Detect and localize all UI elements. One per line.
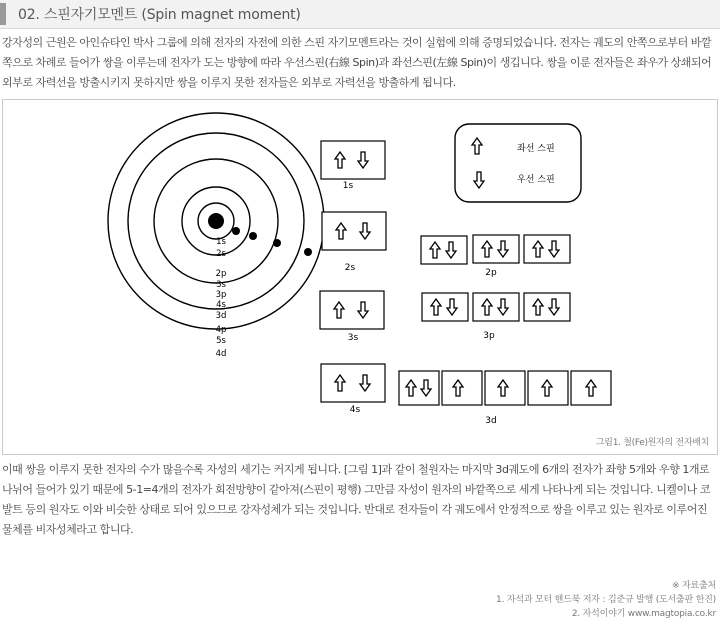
- orbital-label: 4s: [349, 405, 361, 415]
- orbital-3s: [320, 291, 384, 343]
- orbital-label: 2p: [485, 268, 497, 278]
- shell-label: 1s: [216, 237, 226, 247]
- orbital-2p: [421, 235, 570, 278]
- shell-label: 4p: [215, 325, 227, 335]
- spin-legend: [455, 124, 581, 202]
- orbital-label: 2s: [344, 263, 356, 273]
- source-credits: [496, 579, 716, 621]
- figure-caption: 그림1. 철(Fe)원자의 전자배치: [595, 438, 709, 448]
- orbital-4s: [321, 364, 385, 415]
- electrons: [232, 227, 312, 256]
- sources-heading: ※ 자료출처: [672, 581, 716, 591]
- orbital-2s: [322, 212, 386, 273]
- shell-label: 2s: [216, 249, 226, 259]
- orbital-3d: [399, 371, 611, 426]
- figure-iron-electron-configuration: [2, 99, 718, 455]
- intro-paragraph: 강자성의 근원은 아인슈타인 박사 그룹에 의해 전자의 자전에 의한 스핀 자기모멘트라는 것이 실험에 의해 증명되었습니다. 전자는 궤도의 안쪽으로부터 바깥쪽으로 차례로 들어가 쌍을 이루는데 전자가 도는 방향에 따라 우선스핀(右線 Spin)과 좌선스핀(左線 Spin)이 생깁니다. 쌍을 이룬 전자들은 좌우가 상쇄되어 외부로 자력선을 방출시키지 못하지만 쌍을 이루지 못한 전자들은 외부로 자력선을 방출하게 됩니다.: [2, 36, 712, 89]
- electron-diagram: [3, 100, 717, 454]
- section-title: 02. 스핀자기모멘트 (Spin magnet moment): [18, 7, 301, 23]
- body-paragraph: 이때 쌍을 이루지 못한 전자의 수가 많을수록 자성의 세기는 커지게 됩니다. [그림 1]과 같이 철원자는 마지막 3d궤도에 6개의 전자가 좌향 5개와 우향 1개로 나뉘어 들어가 있기 때문에 5-1=4개의 전자가 회전방향이 같아져(스핀이 평행) 그만큼 자성이 원자의 바깥쪽으로 세게 나타나게 되는 것입니다. 니켈이나 코발트 등의 원자도 이와 비슷한 상태로 되어 있으므로 강자성체가 되는 것입니다. 반대로 전자들이 각 궤도에서 안정적으로 쌍을 이루고 있는 원자로 이루어진 물체를 비자성체라고 합니다.: [2, 463, 711, 536]
- orbital-label: 3s: [347, 333, 359, 343]
- shell-label-list: [216, 237, 227, 359]
- shell-label: 3s: [216, 280, 226, 290]
- section-header: [0, 0, 720, 29]
- shell-label: 3p: [215, 290, 227, 300]
- orbital-label: 3p: [483, 331, 495, 341]
- left-spin-arrow-icon: [472, 138, 482, 154]
- orbital-label: 1s: [342, 181, 354, 191]
- shell-label: 3d: [215, 311, 227, 321]
- shell-label: 4d: [215, 349, 227, 359]
- legend-left-spin: 좌선 스핀: [517, 144, 555, 154]
- legend-right-spin: 우선 스핀: [517, 175, 555, 185]
- nucleus: [208, 213, 224, 229]
- source-item: 1. 자석과 모터 핸드북 저자 : 김준규 발행 (도서출판 한진): [496, 595, 716, 605]
- header-accent-bar: [0, 3, 6, 25]
- shell-label: 5s: [216, 336, 226, 346]
- orbital-1s: [321, 141, 385, 191]
- right-spin-arrow-icon: [474, 172, 484, 188]
- shell-label: 4s: [216, 300, 226, 310]
- orbital-label: 3d: [485, 416, 497, 426]
- shell-label: 2p: [215, 269, 227, 279]
- orbital-3p: [422, 293, 570, 341]
- source-item: 2. 자석이야기 www.magtopia.co.kr: [571, 609, 716, 619]
